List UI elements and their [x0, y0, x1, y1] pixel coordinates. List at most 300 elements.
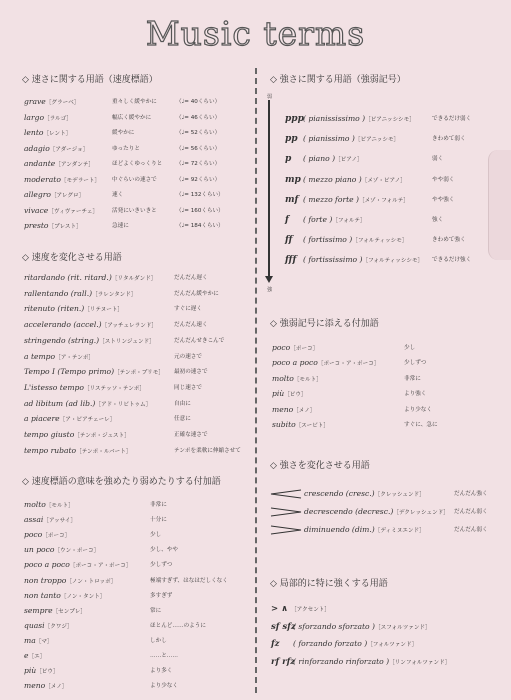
dynamics-modifier-term: [272, 388, 307, 401]
dynamic-symbol: mf: [285, 194, 299, 205]
tempo-modifier-term-kana: ［ポーコ］: [42, 533, 71, 540]
tempo-modifier-row: [24, 575, 228, 587]
dynamics-change-meaning: だんだん強く: [454, 491, 488, 497]
dynamics-modifier-term-kana: ［モルト］: [293, 376, 322, 383]
tempo-modifier-term-text: non tanto: [24, 590, 61, 600]
dynamics-modifier-term: [272, 404, 315, 417]
dynamics-modifier-term-kana: ［メノ］: [293, 407, 316, 414]
tempo-term: [24, 189, 84, 202]
dynamics-modifier-term: [272, 373, 322, 386]
tempo-term-text: lento: [24, 128, 44, 137]
tempo-term-text: vivace: [24, 205, 49, 215]
tempo-modifier-heading: ◇ 速度標語の意味を強めたり弱めたりする付加語: [22, 477, 221, 487]
tempo-term: [24, 205, 98, 218]
tempo-change-term-kana: ［リテヌート］: [84, 307, 124, 314]
dynamics-meaning: できるだけ強く: [432, 257, 472, 264]
accent-symbol: rf rfz: [271, 656, 296, 667]
tempo-change-meaning: 自由に: [174, 400, 191, 407]
dynamics-term: [303, 174, 406, 187]
tempo-change-row: [24, 366, 244, 378]
dynamics-row: [285, 254, 500, 266]
dynamics-term: [303, 214, 366, 227]
tempo-change-row: [24, 398, 244, 410]
accent-symbol: fz: [271, 639, 280, 649]
dynamics-meaning: 強く: [432, 217, 444, 223]
tempo-modifier-meaning: より少なく: [150, 683, 178, 690]
tempo-change-term-text: a tempo: [24, 351, 56, 361]
dynamics-modifier-row: [272, 342, 474, 354]
tempo-term-kana: ［ラルゴ］: [44, 115, 72, 122]
decrescendo-hairpin-icon: [270, 525, 302, 535]
dynamics-change-term-kana: ［クレッシェンド］: [374, 492, 425, 498]
tempo-modifier-meaning: 多すぎず: [150, 592, 173, 599]
tempo-modifier-meaning: 少しずつ: [150, 562, 173, 569]
dynamics-modifier-term-text: poco a poco: [272, 358, 318, 368]
tempo-modifier-row: [24, 529, 220, 541]
tempo-modifier-term: [24, 605, 86, 618]
dynamics-modifier-term: [272, 342, 318, 355]
dynamics-term-kana: ［メゾ・フォルテ］: [359, 197, 409, 204]
dynamics-modifier-term-kana: ［ポーコ・ア・ポーコ］: [317, 361, 380, 368]
dynamics-arrow: [268, 100, 270, 280]
tempo-term-text: andante: [24, 159, 56, 168]
tempo-change-meaning: 最初の速さで: [174, 369, 208, 376]
accent-term-text: ( rinforzando rinforzato ): [293, 656, 390, 666]
tempo-term: [24, 112, 72, 125]
accent-row: [271, 603, 491, 615]
tempo-meaning: 緩やかに: [112, 130, 135, 136]
tempo-row: [24, 205, 246, 217]
tempo-row: [24, 158, 246, 170]
tempo-term-text: allegro: [24, 190, 51, 199]
tempo-term: [24, 174, 100, 187]
tempo-term-text: moderato: [24, 174, 61, 184]
dynamics-change-row: [304, 488, 511, 500]
tempo-modifier-meaning: より多く: [150, 668, 173, 675]
tempo-modifier-term-text: più: [24, 666, 37, 676]
dynamics-term-text: ( piano ): [303, 154, 336, 164]
tempo-modifier-term-text: non troppo: [24, 575, 67, 585]
tempo-row: [24, 112, 246, 124]
dynamics-modifier-term-kana: ［スービト］: [295, 423, 329, 429]
accent-symbol: sf sfz: [271, 621, 296, 632]
dynamics-change-heading: ◇ 強さを変化させる用語: [270, 461, 370, 471]
tempo-change-term-kana: ［ラレンタンド］: [92, 291, 137, 298]
tempo-modifier-term: [24, 514, 76, 527]
tempo-change-meaning: だんだん速く: [174, 322, 208, 329]
tempo-change-row: [24, 445, 244, 457]
tempo-change-term-kana: ［リタルダンド］: [111, 276, 157, 282]
tempo-change-term: [24, 413, 115, 426]
tempo-row: [24, 174, 246, 186]
tempo-modifier-row: [24, 514, 220, 526]
tempo-meaning: 幅広く緩やかに: [112, 114, 152, 121]
tempo-change-term: [24, 288, 136, 301]
dynamic-symbol: ppp: [285, 114, 304, 124]
tempo-change-term-text: accelerando (accel.): [24, 320, 102, 330]
dynamics-modifier-term-text: molto: [272, 373, 294, 383]
dynamic-symbol: f: [285, 215, 289, 225]
tempo-change-row: [24, 303, 244, 315]
tempo-modifier-row: [24, 590, 220, 602]
tempo-modifier-row: [24, 650, 220, 662]
accent-term: [293, 656, 450, 669]
tempo-change-term-kana: ［テンポ・ジュスト］: [74, 433, 130, 439]
dynamics-term-kana: ［メゾ・ピアノ］: [361, 177, 406, 184]
dynamics-term-text: ( pianississimo ): [303, 114, 366, 123]
tempo-modifier-meaning: 十分に: [150, 517, 167, 524]
tempo-modifier-meaning: 常に: [150, 607, 162, 614]
tempo-meaning: 急速に: [112, 223, 129, 229]
tempo-change-row: [24, 351, 244, 363]
dynamics-term-kana: ［ピアニッシシモ］: [365, 117, 415, 123]
dynamics-modifier-row: [272, 404, 474, 416]
dynamics-change-meaning: だんだん弱く: [454, 527, 488, 533]
column-divider: [255, 68, 257, 693]
tempo-term-kana: ［アンダンテ］: [55, 162, 95, 168]
tempo-tempo-marking: （♩= 132くらい）: [176, 192, 224, 198]
accent-term-kana: ［アクセント］: [291, 607, 330, 613]
dynamics-term: [303, 113, 415, 126]
dynamics-row: [285, 194, 500, 206]
dynamics-change-meaning: だんだん弱く: [454, 509, 488, 515]
tempo-meaning: 重々しく緩やかに: [112, 99, 157, 105]
dynamics-term-text: ( mezzo forte ): [303, 194, 359, 204]
tempo-change-term-text: ritenuto (riten.): [24, 304, 85, 314]
tempo-change-term: [24, 272, 156, 285]
tempo-change-term-text: rallentando (rall.): [24, 288, 93, 298]
tempo-change-term: [24, 445, 131, 458]
tempo-change-term: [24, 319, 157, 332]
tempo-modifier-term-kana: ［モルト］: [45, 503, 74, 509]
tempo-change-row: [24, 413, 244, 425]
tempo-modifier-meaning: 少し、やや: [150, 547, 178, 554]
tempo-meaning: ほどよくゆっくりと: [112, 161, 163, 167]
dynamics-row: [285, 174, 500, 186]
tempo-change-term-kana: ［アッチェレランド］: [101, 323, 158, 330]
tempo-change-heading: ◇ 速度を変化させる用語: [22, 253, 122, 263]
dynamics-term: [303, 194, 409, 207]
tempo-modifier-term-kana: ［ノン・トロッポ］: [66, 578, 117, 585]
tempo-modifier-term-text: sempre: [24, 605, 53, 615]
tempo-change-meaning: だんだん遅く: [174, 275, 208, 281]
tempo-modifier-meaning: ほとんど……のように: [150, 622, 206, 629]
tempo-term-text: grave: [24, 97, 46, 106]
strong-label: 強: [267, 287, 273, 293]
dynamics-modifier-term-kana: ［ポーコ］: [290, 346, 319, 352]
tempo-modifier-term: [24, 620, 73, 633]
dynamic-symbol: fff: [285, 255, 297, 266]
dynamics-modifier-term-text: meno: [272, 404, 294, 414]
tempo-meaning: 中ぐらいの速さで: [112, 176, 157, 183]
tempo-modifier-term: [24, 499, 74, 512]
tempo-tempo-marking: （♩= 40くらい）: [176, 99, 221, 105]
tempo-modifier-meaning: 非常に: [150, 502, 167, 508]
tempo-modifier-term: [24, 575, 116, 588]
tempo-modifier-term-kana: ［ピウ］: [36, 669, 59, 676]
dynamics-change-term: [304, 488, 425, 501]
accent-row: [271, 638, 491, 650]
tempo-modifier-term-kana: ［アッサイ］: [43, 518, 77, 525]
tempo-change-term-kana: ［ア・ピアチェーレ］: [59, 417, 116, 424]
tempo-change-term: [24, 429, 130, 442]
accent-heading: ◇ 局部的に特に強くする用語: [270, 579, 388, 589]
tempo-modifier-term: [24, 559, 131, 572]
tempo-change-term-kana: ［ストリンジェンド］: [99, 338, 155, 345]
tempo-modifier-row: [24, 680, 220, 692]
tempo-change-term: [24, 382, 145, 395]
tempo-modifier-term-text: assai: [24, 515, 44, 525]
tempo-modifier-meaning: しかし: [150, 637, 167, 644]
dynamics-row: [285, 153, 500, 165]
dynamics-meaning: 弱く: [432, 156, 444, 163]
dynamics-modifier-heading: ◇ 強弱記号に添える付加語: [270, 319, 379, 329]
tempo-heading: ◇ 速さに関する用語（速度標語）: [22, 75, 158, 85]
tempo-change-meaning: だんだん緩やかに: [174, 290, 219, 297]
tempo-term-kana: ［アダージョ］: [49, 146, 89, 153]
tempo-change-row: [24, 272, 244, 284]
dynamics-meaning: できるだけ弱く: [432, 116, 472, 122]
tempo-term: [24, 143, 88, 156]
tempo-change-row: [24, 382, 244, 394]
tempo-term: [24, 158, 94, 171]
tempo-change-term-text: a piacere: [24, 414, 60, 424]
tempo-change-meaning: だんだんせきこんで: [174, 337, 225, 344]
tempo-term-text: presto: [24, 221, 49, 230]
tempo-change-meaning: テンポを柔軟に伸縮させて: [174, 447, 241, 454]
tempo-change-term: [24, 351, 94, 364]
accent-term-kana: ［リンフォルツァンド］: [389, 659, 451, 666]
dynamics-term-kana: ［フォルティッシシモ］: [362, 258, 424, 265]
dynamics-change-term-kana: ［ディミヌエンド］: [374, 528, 425, 534]
tempo-change-row: [24, 288, 244, 300]
tempo-modifier-meaning: 少し: [150, 532, 162, 539]
tempo-modifier-term-text: molto: [24, 500, 46, 509]
tempo-term: [24, 96, 79, 109]
dynamics-change-row: [304, 524, 511, 536]
tempo-row: [24, 96, 246, 108]
dynamics-term: [303, 153, 363, 166]
tempo-modifier-term: [24, 544, 99, 557]
dynamics-row: [285, 234, 500, 246]
tempo-meaning: 速く: [112, 192, 124, 198]
tempo-modifier-term-text: poco a poco: [24, 560, 70, 570]
dynamics-meaning: やや弱く: [432, 176, 455, 183]
tempo-change-term: [24, 398, 151, 411]
dynamics-modifier-meaning: すぐに、急に: [404, 422, 438, 428]
tempo-modifier-row: [24, 499, 220, 511]
dynamics-change-term: [304, 524, 425, 537]
tempo-modifier-term-kana: ［マ］: [35, 638, 53, 645]
tempo-change-term-text: ad libitum (ad lib.): [24, 398, 96, 408]
dynamics-term: [303, 234, 407, 247]
tempo-change-term-text: tempo giusto: [24, 430, 75, 439]
dynamics-modifier-term-text: poco: [272, 343, 291, 352]
tempo-modifier-row: [24, 559, 220, 571]
accent-symbol: > ∧: [271, 604, 288, 614]
dynamics-modifier-meaning: より少なく: [404, 406, 432, 413]
dynamics-meaning: きわめて弱く: [432, 136, 466, 143]
accent-row: [271, 656, 491, 668]
dynamics-term: [303, 254, 423, 267]
accent-term-kana: ［フォルツァンド］: [367, 642, 418, 648]
dynamic-symbol: pp: [285, 134, 298, 145]
decrescendo-hairpin-icon: [270, 507, 302, 517]
tempo-modifier-term-text: un poco: [24, 545, 55, 555]
dynamics-modifier-meaning: 少し: [404, 345, 416, 351]
dynamics-heading: ◇ 強さに関する用語（強弱記号）: [270, 75, 406, 85]
dynamics-modifier-term: [272, 357, 379, 370]
tempo-term-kana: ［モデラート］: [60, 177, 101, 184]
tempo-term-kana: ［アレグロ］: [50, 193, 85, 199]
dynamics-modifier-term-kana: ［ピウ］: [284, 392, 307, 399]
dynamics-meaning: やや強く: [432, 196, 455, 203]
tempo-modifier-row: [24, 635, 220, 647]
dynamics-term-text: ( fortississimo ): [303, 255, 363, 265]
tempo-change-term-kana: ［テンポ・プリモ］: [114, 370, 164, 377]
tempo-meaning: 活発にいきいきと: [112, 207, 157, 214]
dynamics-row: [285, 133, 500, 145]
tempo-tempo-marking: （♩= 52くらい）: [176, 130, 221, 136]
tempo-change-term: [24, 335, 155, 348]
tempo-modifier-term: [24, 529, 70, 542]
tempo-change-row: [24, 335, 244, 347]
tempo-change-row: [24, 319, 244, 331]
dynamic-symbol: mp: [285, 174, 301, 185]
tempo-modifier-term: [24, 635, 53, 648]
tempo-modifier-term-kana: ［ウン・ポーコ］: [54, 548, 100, 555]
tempo-row: [24, 143, 246, 155]
tempo-term-text: adagio: [24, 143, 50, 153]
tempo-change-term-kana: ［リステッソ・テンポ］: [83, 385, 145, 392]
tempo-term-kana: ［レント］: [43, 131, 72, 137]
dynamics-modifier-term-text: subito: [272, 420, 296, 429]
tempo-change-term-kana: ［アド・リビトゥム］: [95, 401, 152, 408]
dynamics-change-term-text: decrescendo (decresc.): [304, 507, 394, 516]
tempo-tempo-marking: （♩= 92くらい）: [176, 176, 221, 183]
dynamics-term-kana: ［ピアニッシモ］: [354, 137, 400, 144]
tempo-modifier-term: [24, 680, 67, 693]
tempo-change-term-text: Tempo I (Tempo primo): [24, 367, 115, 377]
tempo-row: [24, 127, 246, 139]
tempo-modifier-term: [24, 665, 59, 678]
tempo-tempo-marking: （♩= 46くらい）: [176, 114, 221, 121]
accent-term: [293, 638, 417, 651]
tempo-change-term-text: tempo rubato: [24, 445, 77, 455]
accent-term-kana: ［スフォルツァンド］: [375, 624, 431, 631]
tempo-meaning: ゆったりと: [112, 145, 140, 152]
tempo-term: [24, 220, 82, 233]
tempo-modifier-meaning: 極端すぎず、はなはだしくなく: [150, 577, 228, 584]
tempo-change-meaning: すぐに遅く: [174, 306, 202, 313]
dynamics-change-term-kana: ［デクレッシェンド］: [393, 510, 449, 516]
tempo-change-term-text: ritardando (rit. ritard.): [24, 273, 112, 282]
dynamic-symbol: ff: [285, 235, 293, 246]
tempo-modifier-row: [24, 620, 220, 632]
dynamics-change-row: [304, 506, 511, 518]
dynamics-arrowhead: [265, 276, 273, 283]
dynamics-term-kana: ［フォルティッシモ］: [352, 238, 408, 245]
accent-term-text: ( sforzando sforzato ): [293, 621, 375, 631]
accent-term: [291, 603, 330, 616]
tempo-change-meaning: 同じ速さで: [174, 384, 202, 391]
tempo-modifier-row: [24, 544, 220, 556]
dynamics-term-kana: ［ピアノ］: [335, 157, 363, 164]
tempo-term-text: largo: [24, 112, 45, 122]
tempo-row: [24, 220, 246, 232]
accent-term-text: ( forzando forzato ): [293, 639, 368, 648]
dynamics-modifier-row: [272, 357, 474, 369]
dynamics-modifier-row: [272, 419, 474, 431]
tempo-modifier-term-kana: ［クワジ］: [44, 623, 73, 630]
dynamics-meaning: きわめて強く: [432, 237, 466, 244]
tempo-modifier-term-kana: ［ポーコ・ア・ポーコ］: [69, 563, 132, 570]
tempo-modifier-term-kana: ［メノ］: [45, 684, 68, 691]
tempo-change-term-text: stringendo (string.): [24, 335, 100, 345]
tempo-modifier-term-text: e: [24, 651, 29, 660]
tempo-tempo-marking: （♩= 56くらい）: [176, 145, 221, 152]
tempo-modifier-term: [24, 650, 45, 663]
tempo-change-row: [24, 429, 244, 441]
tempo-change-meaning: 任意に: [174, 416, 191, 423]
dynamics-modifier-term-text: più: [272, 389, 285, 399]
dynamics-modifier-meaning: 非常に: [404, 375, 421, 382]
tempo-change-term-text: L'istesso tempo: [24, 382, 84, 392]
dynamics-modifier-meaning: 少しずつ: [404, 360, 427, 367]
accent-term: [293, 621, 431, 634]
tempo-tempo-marking: （♩= 72くらい）: [176, 161, 221, 167]
tempo-modifier-term-text: meno: [24, 681, 46, 691]
tempo-modifier-term-kana: ［エ］: [28, 654, 46, 660]
tempo-modifier-row: [24, 605, 220, 617]
dynamics-row: [285, 214, 500, 226]
tempo-modifier-term-text: poco: [24, 530, 43, 540]
tempo-modifier-term: [24, 590, 105, 603]
dynamics-row: [285, 113, 500, 125]
tempo-modifier-row: [24, 665, 220, 677]
tempo-modifier-term-text: quasi: [24, 620, 45, 630]
tempo-term-kana: ［グラーベ］: [45, 100, 80, 106]
tempo-change-term-kana: ［ア・テンポ］: [55, 354, 95, 361]
tempo-modifier-term-kana: ［センプレ］: [52, 608, 86, 615]
dynamics-term: [303, 133, 399, 146]
tempo-term-kana: ［プレスト］: [48, 224, 82, 230]
dynamic-symbol: p: [285, 154, 292, 165]
tempo-change-term: [24, 366, 164, 379]
dynamics-term-text: ( fortissimo ): [303, 235, 353, 245]
tempo-change-meaning: 元の速さで: [174, 353, 202, 360]
tempo-term: [24, 127, 71, 140]
dynamics-term-kana: ［フォルテ］: [332, 218, 366, 224]
accent-row: [271, 621, 491, 633]
tempo-change-term: [24, 303, 123, 316]
tempo-term-kana: ［ヴィヴァーチェ］: [48, 208, 99, 215]
dynamics-modifier-row: [272, 388, 474, 400]
tempo-tempo-marking: （♩= 160くらい）: [176, 207, 224, 214]
dynamics-modifier-term: [272, 419, 329, 432]
dynamics-change-term-text: diminuendo (dim.): [304, 525, 375, 534]
tempo-row: [24, 189, 246, 201]
dynamics-term-text: ( forte ): [303, 215, 333, 224]
dynamics-change-term-text: crescendo (cresc.): [304, 489, 375, 498]
dynamics-term-text: ( pianissimo ): [303, 134, 355, 144]
tempo-modifier-term-text: ma: [24, 635, 36, 645]
weak-label: 弱: [267, 94, 273, 100]
dynamics-term-text: ( mezzo piano ): [303, 174, 362, 184]
page-title: Music terms: [145, 14, 366, 53]
tempo-change-term-kana: ［テンポ・ルバート］: [76, 448, 132, 455]
tempo-modifier-term-kana: ［ノン・タント］: [60, 593, 106, 600]
